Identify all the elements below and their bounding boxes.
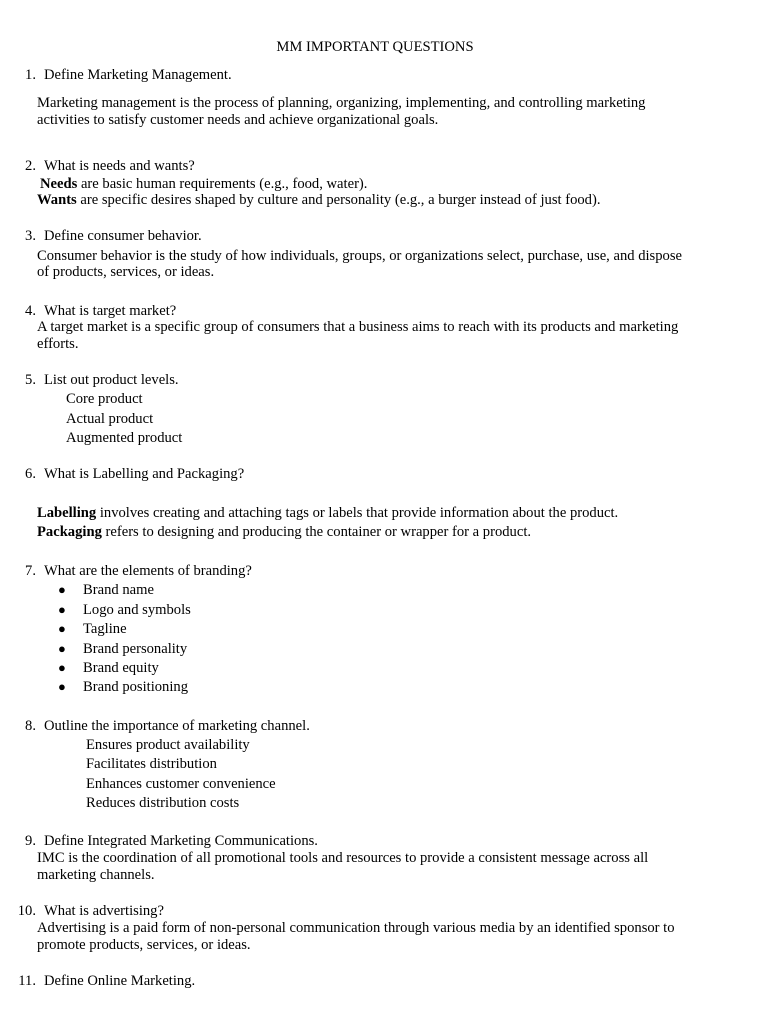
list-item: Brand positioning (83, 679, 188, 695)
question-text: Define Integrated Marketing Communications. (44, 833, 318, 849)
answer-3-line-1: Consumer behavior is the study of how individuals, groups, or organizations select, purchase, use, and dispose (37, 248, 682, 264)
answer-10-line-1: Advertising is a paid form of non-personal communication through various media by an identified sponsor to (37, 920, 675, 936)
wants-text: are specific desires shaped by culture and personality (e.g., a burger instead of just food). (76, 192, 601, 208)
list-item: Brand personality (83, 641, 188, 657)
question-10 (14, 903, 164, 920)
question-4 (14, 303, 176, 320)
answer-3-line-2: of products, services, or ideas. (37, 264, 215, 280)
question-number: 10. (17, 903, 36, 919)
list-item: Core product (66, 391, 143, 407)
bullet-icon: ● (58, 660, 66, 675)
bullet-icon: ● (58, 582, 66, 597)
question-text: What are the elements of branding? (44, 563, 252, 579)
question-number: 5. (25, 372, 36, 388)
question-text: Outline the importance of marketing channel. (44, 718, 310, 734)
question-number: 4. (25, 303, 36, 319)
answer-9-line-2: marketing channels. (37, 867, 155, 883)
labelling-text: involves creating and attaching tags or labels that provide information about the product. (96, 505, 619, 521)
question-7 (14, 563, 252, 580)
packaging-term: Packaging (37, 524, 102, 540)
list-item: Logo and symbols (83, 602, 191, 618)
page-title: MM IMPORTANT QUESTIONS (276, 39, 474, 55)
question-6 (14, 466, 244, 483)
question-text: What is needs and wants? (44, 158, 195, 174)
question-5 (14, 372, 179, 389)
list-item: Facilitates distribution (86, 756, 217, 772)
question-8 (14, 718, 310, 735)
question-text: Define consumer behavior. (44, 228, 202, 244)
packaging-text: refers to designing and producing the container or wrapper for a product. (101, 524, 532, 540)
answer-10-line-2: promote products, services, or ideas. (37, 937, 251, 953)
question-number: 1. (25, 67, 36, 83)
needs-definition (40, 176, 367, 193)
bullet-icon: ● (58, 641, 66, 656)
question-number: 7. (25, 563, 36, 579)
answer-9-line-1: IMC is the coordination of all promotional tools and resources to provide a consistent message across all (37, 850, 649, 866)
question-number: 11. (18, 973, 36, 989)
bullet-icon: ● (58, 621, 66, 636)
answer-1-line-1: Marketing management is the process of planning, organizing, implementing, and controlling marketing (37, 95, 646, 111)
question-text: Define Online Marketing. (44, 973, 196, 989)
question-9 (14, 833, 318, 850)
list-item: Tagline (83, 621, 127, 637)
question-number: 6. (25, 466, 36, 482)
question-text: What is advertising? (44, 903, 164, 919)
bullet-icon: ● (58, 679, 66, 694)
labelling-term: Labelling (37, 505, 97, 521)
question-number: 9. (25, 833, 36, 849)
question-number: 8. (25, 718, 36, 734)
question-11 (14, 973, 195, 990)
wants-term: Wants (37, 192, 77, 208)
question-text: What is Labelling and Packaging? (44, 466, 245, 482)
list-item: Brand equity (83, 660, 159, 676)
question-number: 2. (25, 158, 36, 174)
answer-4-line-1: A target market is a specific group of consumers that a business aims to reach with its products and marketing (37, 319, 679, 335)
question-1 (14, 67, 232, 84)
list-item: Brand name (83, 582, 154, 598)
list-item: Ensures product availability (86, 737, 250, 753)
question-text: List out product levels. (44, 372, 179, 388)
labelling-definition (37, 505, 618, 522)
list-item: Actual product (66, 411, 154, 427)
needs-text: are basic human requirements (e.g., food, water). (77, 176, 368, 192)
list-item: Reduces distribution costs (86, 795, 240, 811)
needs-term: Needs (40, 176, 78, 192)
answer-4-line-2: efforts. (37, 336, 79, 352)
list-item: Augmented product (66, 430, 183, 446)
wants-definition (37, 192, 600, 209)
bullet-icon: ● (58, 602, 66, 617)
question-2 (14, 158, 195, 175)
question-text: Define Marketing Management. (44, 67, 232, 83)
packaging-definition (37, 524, 531, 541)
answer-1-line-2: activities to satisfy customer needs and achieve organizational goals. (37, 112, 439, 128)
question-3 (14, 228, 202, 245)
question-number: 3. (25, 228, 36, 244)
list-item: Enhances customer convenience (86, 776, 276, 792)
question-text: What is target market? (44, 303, 177, 319)
